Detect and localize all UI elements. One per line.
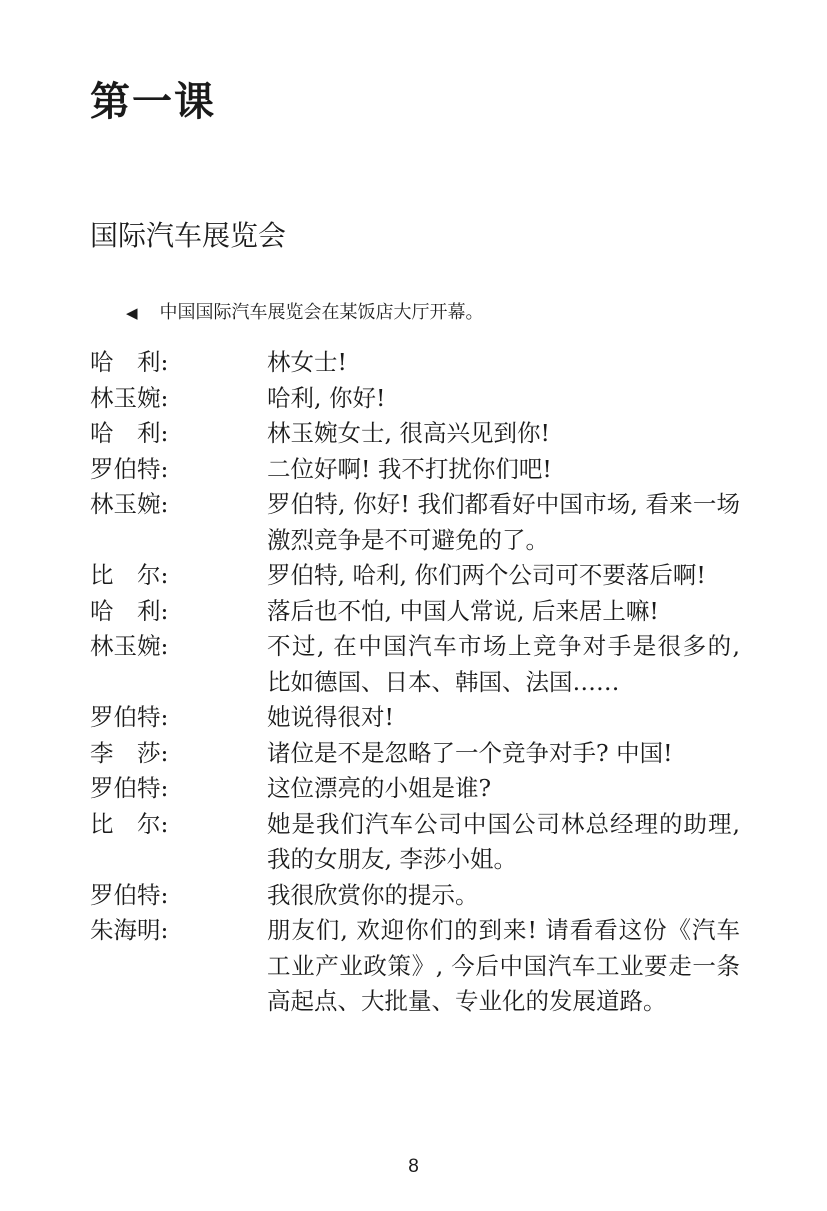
- dialogue-line: [90, 416, 740, 452]
- speech-text: 这位漂亮的小姐是谁?: [267, 774, 492, 802]
- dialogue-line: [90, 878, 740, 914]
- section-title: 国际汽车展览会: [90, 219, 287, 252]
- speaker-name: 哈 利:: [90, 596, 169, 625]
- speech-text: 落后也不怕, 中国人常说, 后来居上嘛!: [267, 596, 659, 625]
- speech-text: 她说得很对!: [267, 703, 394, 731]
- speech-text: 林玉婉女士, 很高兴见到你!: [267, 419, 550, 447]
- dialogue-line: [90, 452, 740, 488]
- speaker-name: 林玉婉:: [90, 383, 169, 412]
- dialogue-line: [90, 736, 740, 772]
- dialogue-line: [90, 771, 740, 807]
- speech-text: 哈利, 你好!: [267, 383, 386, 412]
- scene-note-text: 中国国际汽车展览会在某饭店大厅开幕。: [159, 302, 484, 323]
- dialogue-line: [90, 558, 740, 594]
- speaker-name: 李 莎:: [90, 738, 169, 767]
- dialogue-line: [90, 913, 740, 1020]
- speech-text: 不过, 在中国汽车市场上竞争对手是很多的, 比如德国、日本、韩国、法国……: [267, 632, 740, 696]
- speech-text: 我很欣赏你的提示。: [267, 880, 479, 909]
- speaker-name: 罗伯特:: [90, 454, 169, 483]
- triangle-left-icon: ◀: [126, 304, 138, 322]
- speech-text: 林女士!: [267, 348, 347, 376]
- speaker-name: 罗伯特:: [90, 880, 169, 909]
- speaker-name: 哈 利:: [90, 419, 169, 447]
- speaker-name: 朱海明:: [90, 916, 169, 944]
- dialogue-line: [90, 700, 740, 736]
- dialogue-line: [90, 807, 740, 878]
- scene-note: [126, 301, 484, 325]
- speaker-name: 比 尔:: [90, 809, 169, 838]
- speaker-name: 比 尔:: [90, 561, 169, 589]
- dialogue-line: [90, 381, 740, 417]
- speaker-name: 林玉婉:: [90, 490, 169, 518]
- page-number: 8: [408, 1156, 419, 1177]
- speech-text: 朋友们, 欢迎你们的到来! 请看看这份《汽车工业产业政策》, 今后中国汽车工业要走一条高起点、大批量、专业化的发展道路。: [267, 916, 740, 1015]
- dialogue-line: [90, 487, 740, 558]
- speaker-name: 林玉婉:: [90, 632, 169, 660]
- speaker-name: 罗伯特:: [90, 703, 169, 731]
- speech-text: 罗伯特, 哈利, 你们两个公司可不要落后啊!: [267, 561, 706, 589]
- dialogue: [90, 345, 740, 1020]
- lesson-title: 第一课: [90, 79, 216, 125]
- speech-text: 她是我们汽车公司中国公司林总经理的助理, 我的女朋友, 李莎小姐。: [267, 809, 740, 873]
- dialogue-line: [90, 345, 740, 381]
- dialogue-line: [90, 594, 740, 630]
- speaker-name: 哈 利:: [90, 348, 169, 376]
- speech-text: 诸位是不是忽略了一个竞争对手? 中国!: [267, 738, 673, 767]
- speech-text: 二位好啊! 我不打扰你们吧!: [267, 454, 552, 483]
- speech-text: 罗伯特, 你好! 我们都看好中国市场, 看来一场激烈竞争是不可避免的了。: [267, 490, 740, 554]
- speaker-name: 罗伯特:: [90, 774, 169, 802]
- dialogue-line: [90, 629, 740, 700]
